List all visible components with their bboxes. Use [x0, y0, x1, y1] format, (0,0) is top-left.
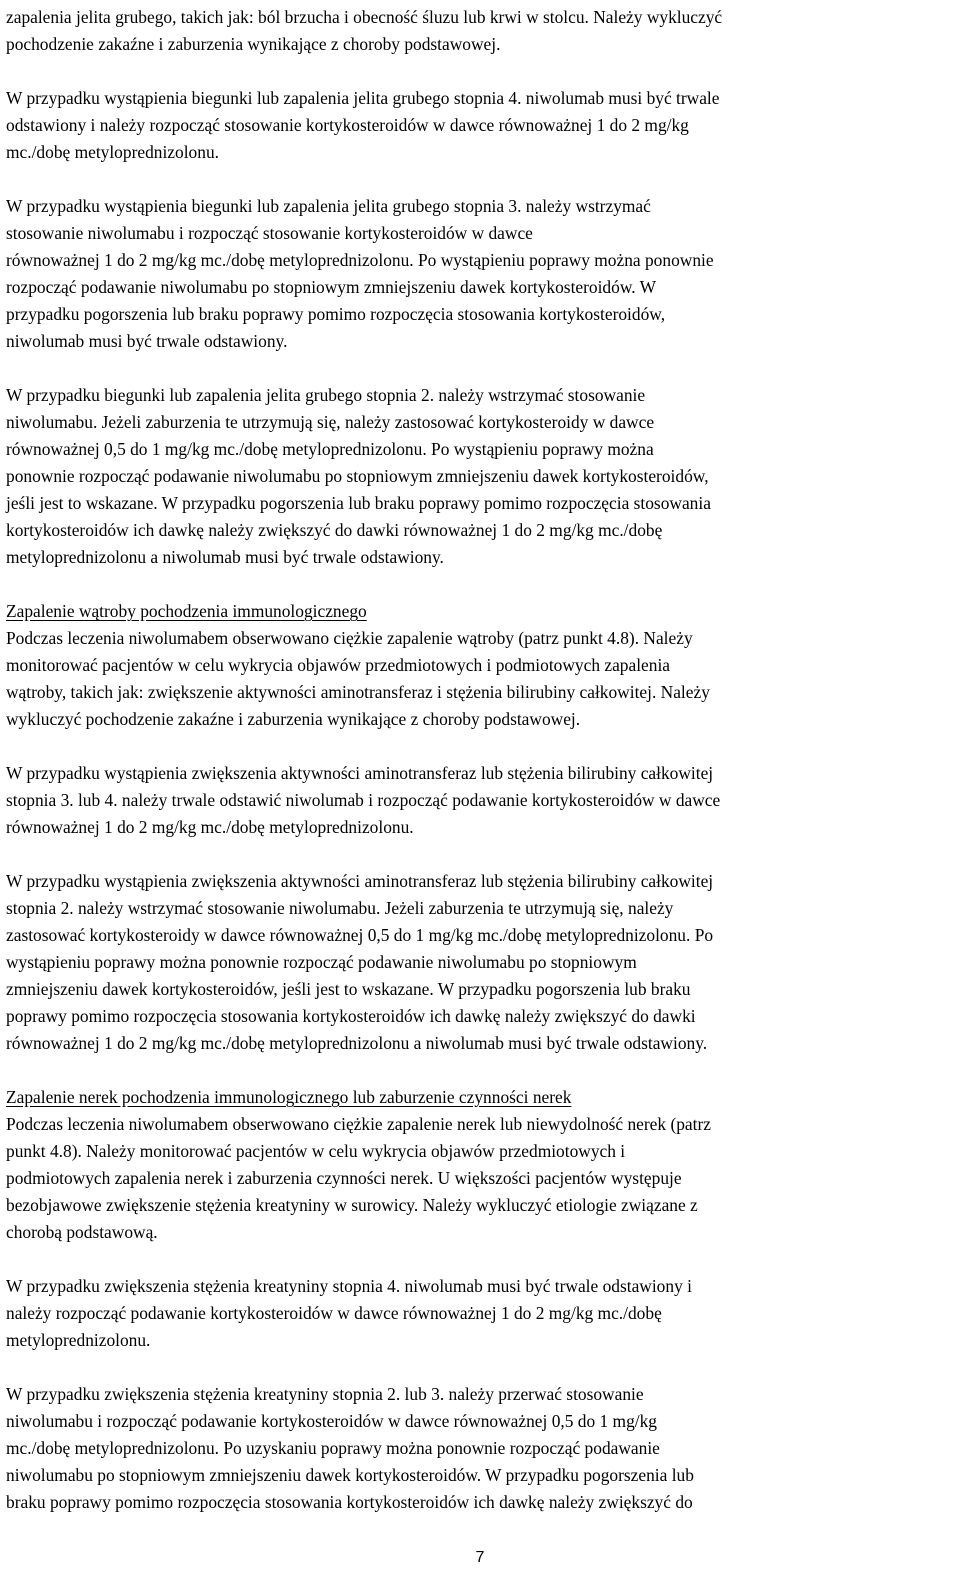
text-line: poprawy pomimo rozpoczęcia stosowania kortykosteroidów ich dawkę należy zwiększyć do dawki [6, 1006, 696, 1026]
text-line: metyloprednizolonu a niwolumab musi być trwale odstawiony. [6, 547, 444, 567]
text-line: W przypadku biegunki lub zapalenia jelita grubego stopnia 2. należy wstrzymać stosowanie [6, 385, 646, 405]
text-line: zapalenia jelita grubego, takich jak: ból brzucha i obecność śluzu lub krwi w stolcu. Należy wykluczyć [6, 7, 723, 27]
page-number: 7 [475, 1549, 485, 1566]
text-line: zastosować kortykosteroidy w dawce równoważnej 0,5 do 1 mg/kg mc./dobę metyloprednizolonu. Po [6, 925, 714, 945]
text-line: Podczas leczenia niwolumabem obserwowano ciężkie zapalenie nerek lub niewydolność nerek (patrz [6, 1114, 711, 1134]
text-line: równoważnej 1 do 2 mg/kg mc./dobę metyloprednizolonu. Po wystąpieniu poprawy można ponownie [6, 250, 714, 270]
text-line: Podczas leczenia niwolumabem obserwowano ciężkie zapalenie wątroby (patrz punkt 4.8). Należy [6, 628, 693, 648]
text-line: rozpocząć podawanie niwolumabu po stopniowym zmniejszeniu dawek kortykosteroidów. W [6, 277, 657, 297]
text-line: wątroby, takich jak: zwiększenie aktywności aminotransferaz i stężenia bilirubiny całkowitej. Należy [6, 682, 710, 702]
text-line: bezobjawowe zwiększenie stężenia kreatyniny w surowicy. Należy wykluczyć etiologie związane z [6, 1195, 698, 1215]
text-line: niwolumabu i rozpocząć podawanie kortykosteroidów w dawce równoważnej 0,5 do 1 mg/kg [6, 1411, 658, 1431]
text-line: Zapalenie wątroby pochodzenia immunologicznego [6, 601, 367, 621]
text-line: równoważnej 1 do 2 mg/kg mc./dobę metyloprednizolonu. [6, 817, 414, 837]
text-line: W przypadku wystąpienia biegunki lub zapalenia jelita grubego stopnia 4. niwolumab musi być trwale [6, 88, 720, 108]
text-line: niwolumabu. Jeżeli zaburzenia te utrzymują się, należy zastosować kortykosteroidy w dawce [6, 412, 655, 432]
text-line: odstawiony i należy rozpocząć stosowanie kortykosteroidów w dawce równoważnej 1 do 2 mg/kg [6, 115, 689, 135]
text-line: Zapalenie nerek pochodzenia immunologicznego lub zaburzenie czynności nerek [6, 1087, 572, 1107]
text-line: metyloprednizolonu. [6, 1330, 151, 1350]
text-line: stopnia 2. należy wstrzymać stosowanie niwolumabu. Jeżeli zaburzenia te utrzymują się, należy [6, 898, 674, 918]
text-line: pochodzenie zakaźne i zaburzenia wynikające z choroby podstawowej. [6, 34, 501, 54]
text-line: mc./dobę metyloprednizolonu. Po uzyskaniu poprawy można ponownie rozpocząć podawanie [6, 1438, 660, 1458]
text-line: W przypadku zwiększenia stężenia kreatyniny stopnia 4. niwolumab musi być trwale odstawiony i [6, 1276, 692, 1296]
text-line: W przypadku wystąpienia zwiększenia aktywności aminotransferaz lub stężenia bilirubiny całkowitej [6, 763, 714, 783]
text-line: zmniejszeniu dawek kortykosteroidów, jeśli jest to wskazane. W przypadku pogorszenia lub braku [6, 979, 691, 999]
text-line: równoważnej 1 do 2 mg/kg mc./dobę metyloprednizolonu a niwolumab musi być trwale odstawiony. [6, 1033, 708, 1053]
text-line: niwolumab musi być trwale odstawiony. [6, 331, 288, 351]
text-line: wykluczyć pochodzenie zakaźne i zaburzenia wynikające z choroby podstawowej. [6, 709, 581, 729]
text-line: punkt 4.8). Należy monitorować pacjentów w celu wykrycia objawów przedmiotowych i [6, 1141, 626, 1161]
text-line: braku poprawy pomimo rozpoczęcia stosowania kortykosteroidów ich dawkę należy zwiększyć do [6, 1492, 693, 1512]
text-line: W przypadku zwiększenia stężenia kreatyniny stopnia 2. lub 3. należy przerwać stosowanie [6, 1384, 644, 1404]
text-line: ponownie rozpocząć podawanie niwolumabu po stopniowym zmniejszeniu dawek kortykosteroidów, [6, 466, 709, 486]
text-line: równoważnej 0,5 do 1 mg/kg mc./dobę metyloprednizolonu. Po wystąpieniu poprawy można [6, 439, 654, 459]
text-line: niwolumabu po stopniowym zmniejszeniu dawek kortykosteroidów. W przypadku pogorszenia lub [6, 1465, 694, 1485]
text-line: przypadku pogorszenia lub braku poprawy pomimo rozpoczęcia stosowania kortykosteroidów, [6, 304, 666, 324]
text-line: W przypadku wystąpienia zwiększenia aktywności aminotransferaz lub stężenia bilirubiny całkowitej [6, 871, 714, 891]
text-line: monitorować pacjentów w celu wykrycia objawów przedmiotowych i podmiotowych zapalenia [6, 655, 671, 675]
text-line: mc./dobę metyloprednizolonu. [6, 142, 219, 162]
text-line: podmiotowych zapalenia nerek i zaburzenia czynności nerek. U większości pacjentów występuje [6, 1168, 682, 1188]
text-line: kortykosteroidów ich dawkę należy zwiększyć do dawki równoważnej 1 do 2 mg/kg mc./dobę [6, 520, 663, 540]
text-line: wystąpieniu poprawy można ponownie rozpocząć podawanie niwolumabu po stopniowym [6, 952, 637, 972]
text-line: jeśli jest to wskazane. W przypadku pogorszenia lub braku poprawy pomimo rozpoczęcia stosowania [6, 493, 711, 513]
text-line: stopnia 3. lub 4. należy trwale odstawić niwolumab i rozpocząć podawanie kortykosteroidów w dawce [6, 790, 721, 810]
text-line: należy rozpocząć podawanie kortykosteroidów w dawce równoważnej 1 do 2 mg/kg mc./dobę [6, 1303, 662, 1323]
text-line: stosowanie niwolumabu i rozpocząć stosowanie kortykosteroidów w dawce [6, 223, 533, 243]
text-line: W przypadku wystąpienia biegunki lub zapalenia jelita grubego stopnia 3. należy wstrzymać [6, 196, 651, 216]
text-line: chorobą podstawową. [6, 1222, 158, 1242]
